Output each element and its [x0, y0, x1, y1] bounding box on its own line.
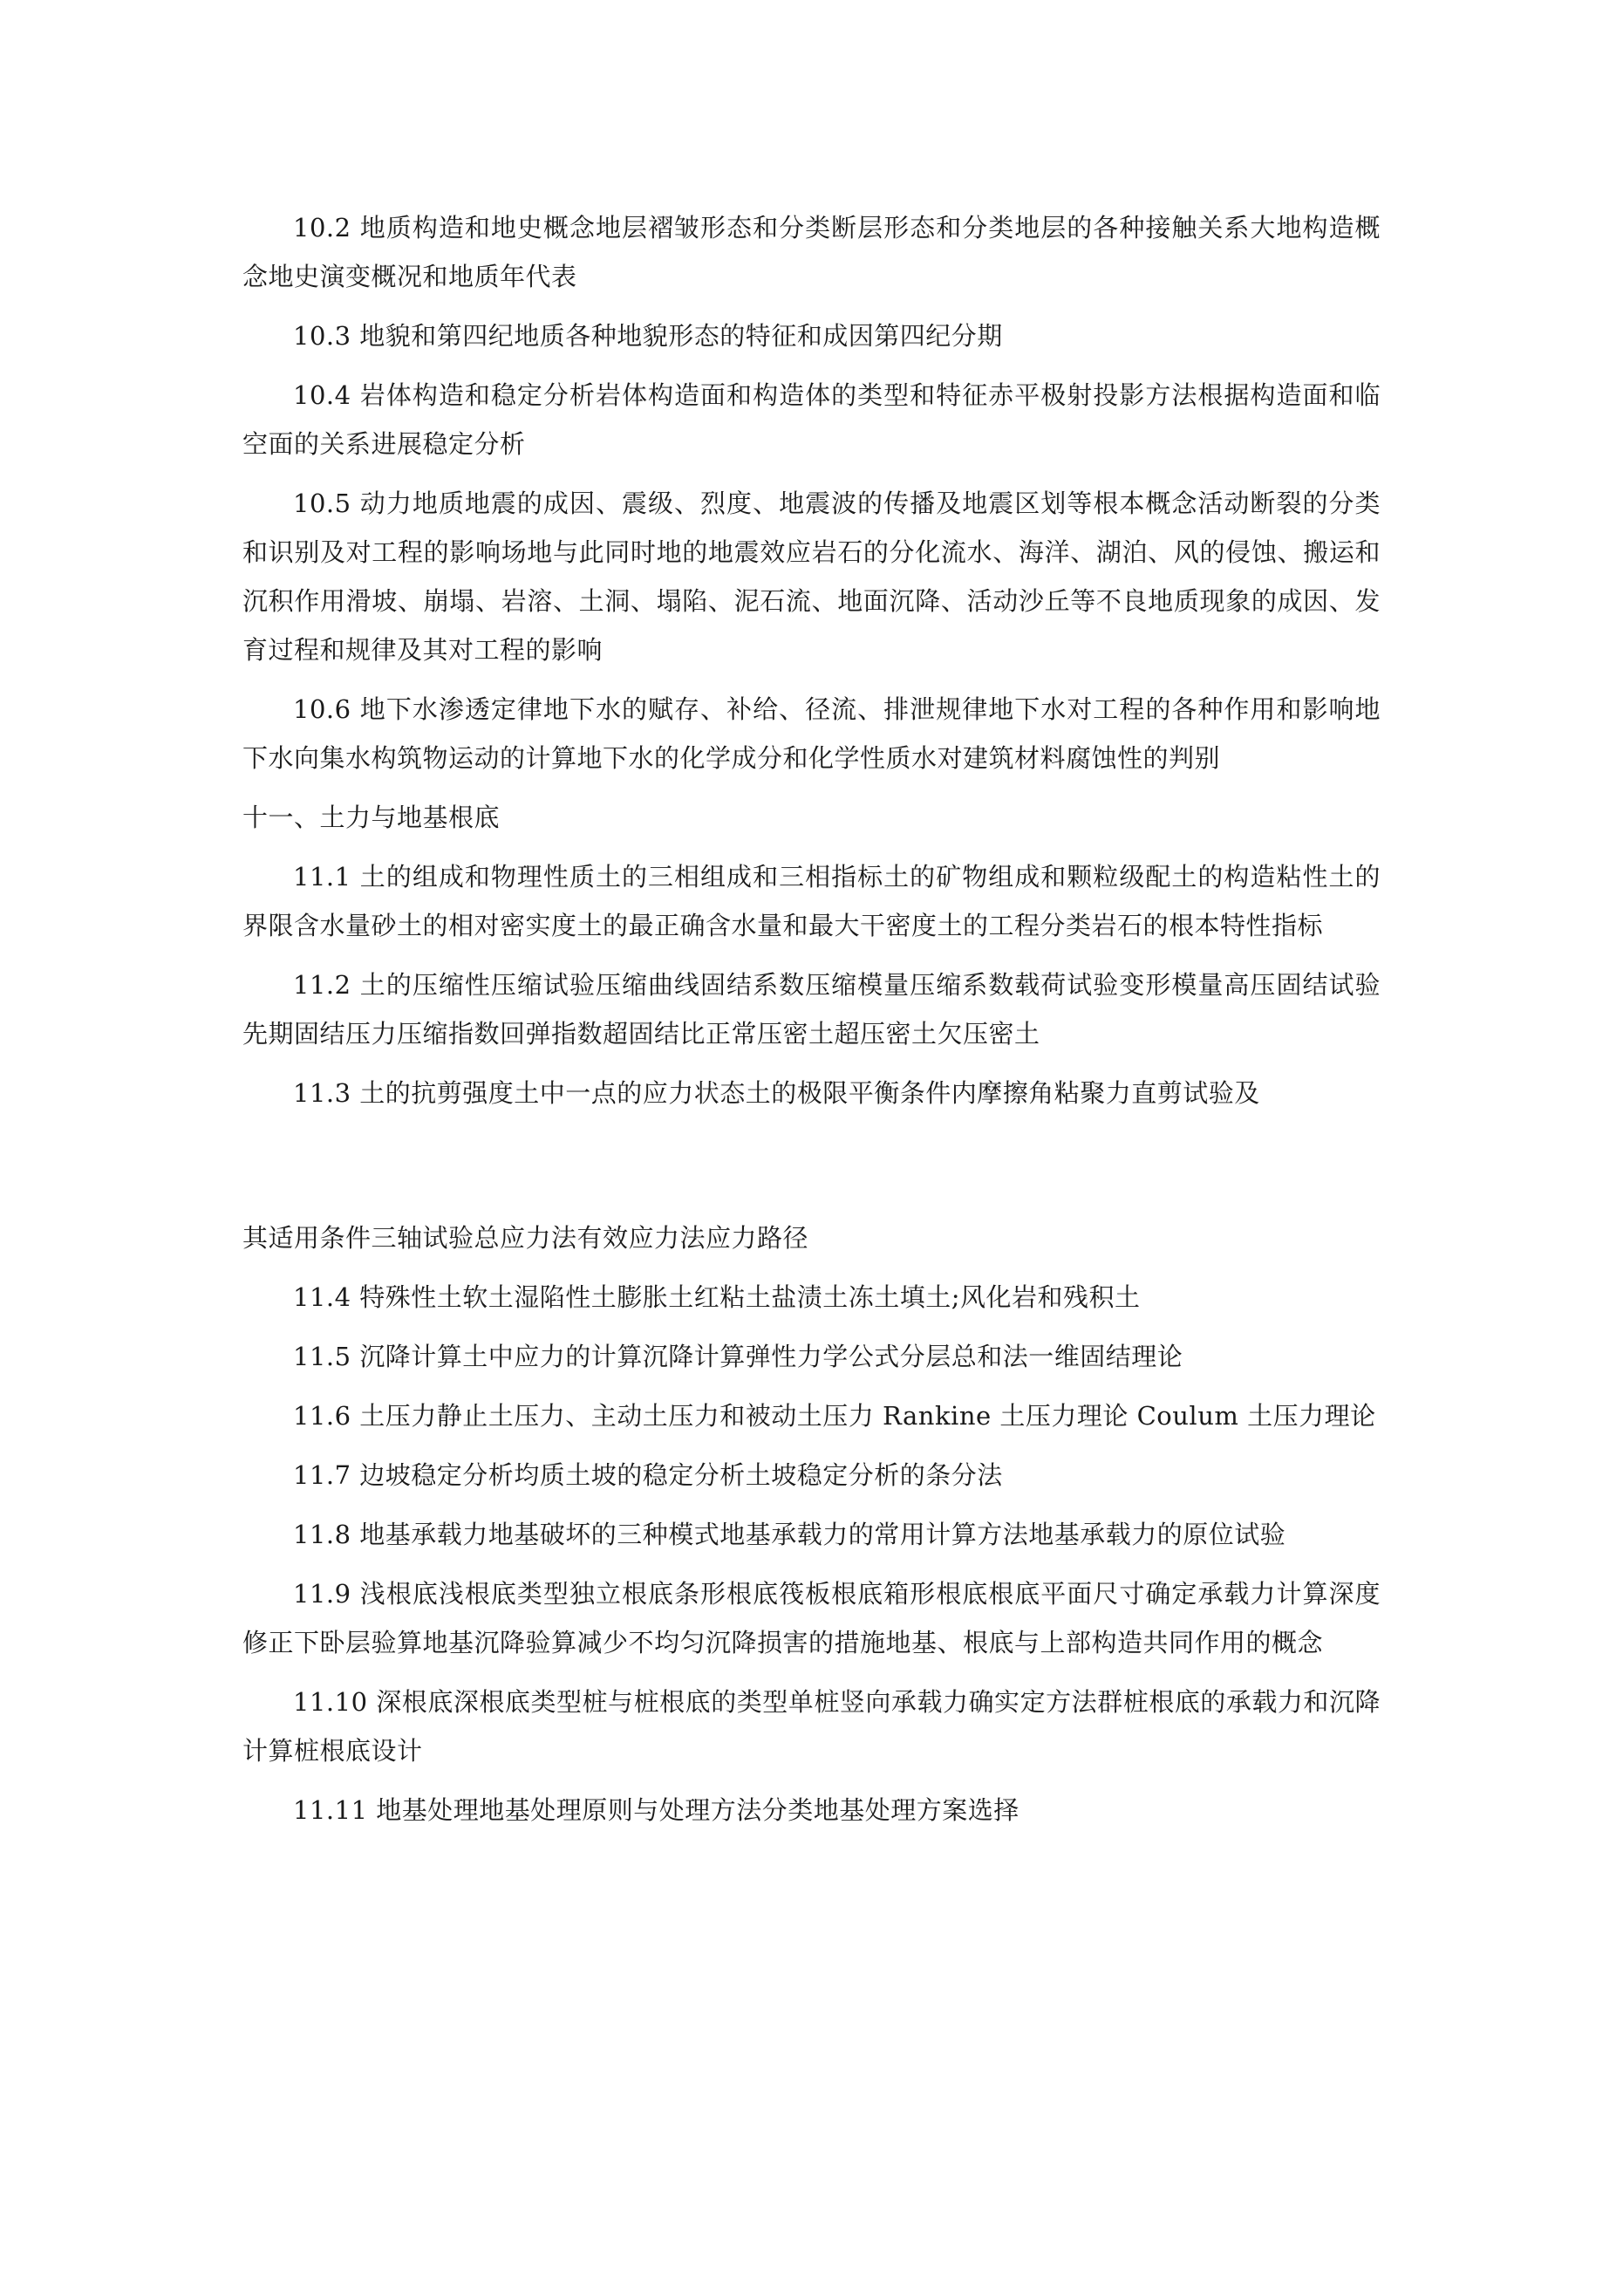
paragraph-11-5: 11.5 沉降计算土中应力的计算沉降计算弹性力学公式分层总和法一维固结理论 [293, 1342, 1183, 1371]
section-heading: 十一、土力与地基根底 [242, 803, 501, 832]
paragraph-11-11: 11.11 地基处理地基处理原则与处理方法分类地基处理方案选择 [293, 1795, 1019, 1825]
document-body [242, 203, 1381, 1845]
paragraph-11-10: 11.10 深根底深根底类型桩与桩根底的类型单桩竖向承载力确实定方法群桩根底的承载力和沉降计算桩根底设计 [242, 1687, 1381, 1766]
page-gap [242, 1128, 1381, 1213]
paragraph-11-3-continuation: 其适用条件三轴试验总应力法有效应力法应力路径 [242, 1223, 809, 1253]
paragraph-11-7: 11.7 边坡稳定分析均质土坡的稳定分析土坡稳定分析的条分法 [293, 1460, 1003, 1490]
paragraph-10-4: 10.4 岩体构造和稳定分析岩体构造面和构造体的类型和特征赤平极射投影方法根据构造面和临空面的关系进展稳定分析 [242, 380, 1381, 459]
paragraph-11-2: 11.2 土的压缩性压缩试验压缩曲线固结系数压缩模量压缩系数载荷试验变形模量高压固结试验 先期固结压力压缩指数回弹指数超固结比正常压密土超压密土欠压密土 [242, 970, 1381, 1049]
paragraph-11-1: 11.1 土的组成和物理性质土的三相组成和三相指标土的矿物组成和颗粒级配土的构造粘性土的界限含水量砂土的相对密实度土的最正确含水量和最大干密度土的工程分类岩石的根本特性指标 [242, 862, 1381, 940]
paragraph-10-2: 10.2 地质构造和地史概念地层褶皱形态和分类断层形态和分类地层的各种接触关系大地构造概念地史演变概况和地质年代表 [242, 213, 1381, 291]
paragraph-10-5: 10.5 动力地质地震的成因、震级、烈度、地震波的传播及地震区划等根本概念活动断裂的分类和识别及对工程的影响场地与此同时地的地震效应岩石的分化流水、海洋、湖泊、风的侵蚀、搬运和沉积作用滑坡、崩塌、岩溶、土洞、塌陷、泥石流、地面沉降、活动沙丘等不良地质现象的成因、发育过程和规律及其对工程的影响 [242, 489, 1381, 665]
paragraph-10-6: 10.6 地下水渗透定律地下水的赋存、补给、径流、排泄规律地下水对工程的各种作用和影响地下水向集水构筑物运动的计算地下水的化学成分和化学性质水对建筑材料腐蚀性的判别 [242, 694, 1381, 773]
paragraph-11-9: 11.9 浅根底浅根底类型独立根底条形根底筏板根底箱形根底根底平面尺寸确定承载力计算深度修正下卧层验算地基沉降验算减少不均匀沉降损害的措施地基、根底与上部构造共同作用的概念 [242, 1579, 1381, 1657]
paragraph-11-4: 11.4 特殊性土软土湿陷性土膨胀土红粘土盐渍土冻土填土;风化岩和残积土 [293, 1282, 1141, 1312]
paragraph-11-3: 11.3 土的抗剪强度土中一点的应力状态土的极限平衡条件内摩擦角粘聚力直剪试验及 [293, 1078, 1260, 1108]
paragraph-11-6: 11.6 土压力静止土压力、主动土压力和被动土压力 Rankine 土压力理论 Coulum 土压力理论 [293, 1401, 1376, 1431]
paragraph-11-8: 11.8 地基承载力地基破坏的三种模式地基承载力的常用计算方法地基承载力的原位试验 [293, 1520, 1286, 1549]
paragraph-10-3: 10.3 地貌和第四纪地质各种地貌形态的特征和成因第四纪分期 [293, 321, 1003, 351]
